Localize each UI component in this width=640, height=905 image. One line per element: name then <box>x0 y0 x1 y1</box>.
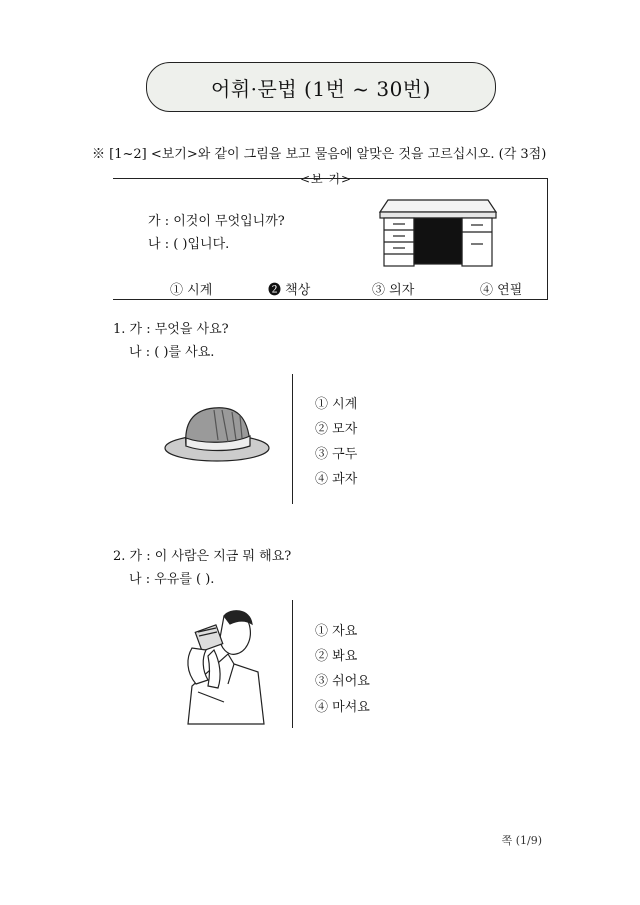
question-1-option-3: ③ 구두 <box>315 447 358 462</box>
question-1-text: 1. 가 : 무엇을 사요? <box>113 322 229 337</box>
example-option-2: ❷ 책상 <box>268 283 311 298</box>
example-answer: 나 : ( )입니다. <box>148 237 230 252</box>
instructions: ※ [1~2] <보기>와 같이 그림을 보고 물음에 알맞은 것을 고르십시오. (각 3점) <box>92 147 547 162</box>
section-title-text: 어휘·문법 (1번 ~ 30번) <box>211 76 431 101</box>
question-2-answer: 나 : 우유를 ( ). <box>129 572 215 587</box>
question-2-option-1: ① 자요 <box>315 624 358 639</box>
desk-image <box>378 192 498 270</box>
example-option-4: ④ 연필 <box>480 283 523 298</box>
question-1-option-1: ① 시계 <box>315 397 358 412</box>
question-1-divider <box>292 374 293 504</box>
question-2-option-3: ③ 쉬어요 <box>315 674 370 689</box>
hat-image <box>162 404 272 466</box>
example-question: 가 : 이것이 무엇입니까? <box>148 214 285 229</box>
question-1-answer: 나 : ( )를 사요. <box>129 345 215 360</box>
example-label: <보 기> <box>300 172 353 186</box>
question-2-text: 2. 가 : 이 사람은 지금 뭐 해요? <box>113 549 292 564</box>
question-1-option-2: ② 모자 <box>315 422 358 437</box>
question-1-option-4: ④ 과자 <box>315 472 358 487</box>
question-2-option-2: ② 봐요 <box>315 649 358 664</box>
example-option-3: ③ 의자 <box>372 283 415 298</box>
example-option-1: ① 시계 <box>170 283 213 298</box>
question-2-divider <box>292 600 293 728</box>
page-number: 쪽 (1/9) <box>501 834 542 847</box>
man-drinking-image <box>168 606 268 726</box>
question-2-option-4: ④ 마셔요 <box>315 700 370 715</box>
section-title <box>146 62 496 112</box>
